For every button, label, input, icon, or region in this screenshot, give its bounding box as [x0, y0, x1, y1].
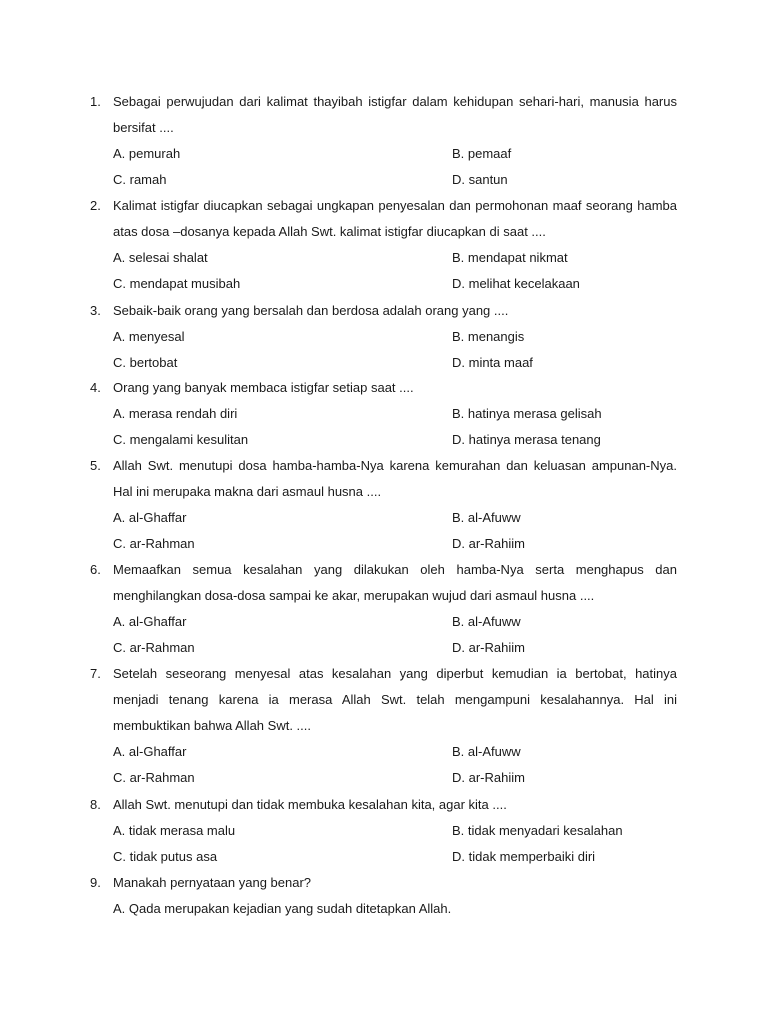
option-d: D. hatinya merasa tenang	[452, 432, 601, 447]
option-a: A. merasa rendah diri	[113, 406, 238, 421]
option-b: B. menangis	[452, 329, 525, 344]
option-d: D. ar-Rahiim	[452, 640, 525, 655]
option-c: C. ramah	[113, 172, 167, 187]
option-c: C. ar-Rahman	[113, 770, 195, 785]
option-d: D. tidak memperbaiki diri	[452, 849, 596, 864]
option-c: C. mendapat musibah	[113, 276, 241, 291]
question-text: Memaafkan semua kesalahan yang dilakukan oleh hamba-Nya serta menghapus dan menghilangkan dosa-dosa sampai ke akar, merupakan wujud dari asmaul husna ....	[113, 562, 677, 603]
options	[113, 141, 677, 193]
option-b: B. pemaaf	[452, 146, 512, 161]
option-a: A. Qada merupakan kejadian yang sudah ditetapkan Allah.	[113, 901, 452, 916]
option-c: C. ar-Rahman	[113, 640, 195, 655]
option-b: B. al-Afuww	[452, 510, 521, 525]
question-8	[90, 792, 677, 870]
option-b: B. hatinya merasa gelisah	[452, 406, 602, 421]
option-a: A. al-Ghaffar	[113, 510, 187, 525]
question-number: 7.	[90, 666, 101, 681]
question-number: 3.	[90, 303, 101, 318]
question-number: 9.	[90, 875, 101, 890]
option-c: C. ar-Rahman	[113, 536, 195, 551]
option-a: A. al-Ghaffar	[113, 614, 187, 629]
question-number: 1.	[90, 94, 101, 109]
question-2	[90, 193, 677, 297]
option-d: D. ar-Rahiim	[452, 770, 525, 785]
options	[113, 896, 677, 922]
options	[113, 324, 677, 376]
option-b: B. al-Afuww	[452, 614, 521, 629]
question-text: Orang yang banyak membaca istigfar setiap saat ....	[113, 380, 414, 395]
options	[113, 505, 677, 557]
question-number: 5.	[90, 458, 101, 473]
question-text: Allah Swt. menutupi dosa hamba-hamba-Nya karena kemurahan dan keluasan ampunan-Nya. Hal ini merupaka makna dari asmaul husna ....	[113, 458, 677, 499]
option-c: C. tidak putus asa	[113, 849, 218, 864]
question-number: 6.	[90, 562, 101, 577]
question-6	[90, 557, 677, 661]
question-text: Setelah seseorang menyesal atas kesalahan yang diperbut kemudian ia bertobat, hatinya menjadi tenang karena ia merasa Allah Swt. telah mengampuni kesalahannya. Hal ini membuktikan bahwa Allah Swt. ....	[113, 666, 677, 733]
option-d: D. ar-Rahiim	[452, 536, 525, 551]
question-3	[90, 298, 677, 376]
question-1	[90, 89, 677, 193]
question-text: Allah Swt. menutupi dan tidak membuka kesalahan kita, agar kita ....	[113, 797, 507, 812]
options	[113, 818, 677, 870]
question-number: 2.	[90, 198, 101, 213]
option-d: D. santun	[452, 172, 508, 187]
question-text: Kalimat istigfar diucapkan sebagai ungkapan penyesalan dan permohonan maaf seorang hamba atas dosa –dosanya kepada Allah Swt. kalimat istigfar diucapkan di saat ....	[113, 198, 677, 239]
option-b: B. mendapat nikmat	[452, 250, 568, 265]
question-9	[90, 870, 677, 922]
question-text: Sebagai perwujudan dari kalimat thayibah istigfar dalam kehidupan sehari-hari, manusia harus bersifat ....	[113, 94, 677, 135]
option-c: C. mengalami kesulitan	[113, 432, 249, 447]
option-a: A. al-Ghaffar	[113, 744, 187, 759]
option-a: A. selesai shalat	[113, 250, 208, 265]
question-text: Manakah pernyataan yang benar?	[113, 875, 312, 890]
options	[113, 609, 677, 661]
options	[113, 401, 677, 453]
question-text: Sebaik-baik orang yang bersalah dan berdosa adalah orang yang ....	[113, 303, 509, 318]
question-5	[90, 453, 677, 557]
option-d: D. melihat kecelakaan	[452, 276, 580, 291]
options	[113, 245, 677, 297]
option-a: A. pemurah	[113, 146, 181, 161]
option-d: D. minta maaf	[452, 355, 533, 370]
question-number: 4.	[90, 380, 101, 395]
option-a: A. menyesal	[113, 329, 185, 344]
option-a: A. tidak merasa malu	[113, 823, 236, 838]
question-4	[90, 375, 677, 453]
question-7	[90, 661, 677, 791]
option-c: C. bertobat	[113, 355, 178, 370]
option-b: B. al-Afuww	[452, 744, 521, 759]
options	[113, 739, 677, 791]
option-b: B. tidak menyadari kesalahan	[452, 823, 623, 838]
question-number: 8.	[90, 797, 101, 812]
